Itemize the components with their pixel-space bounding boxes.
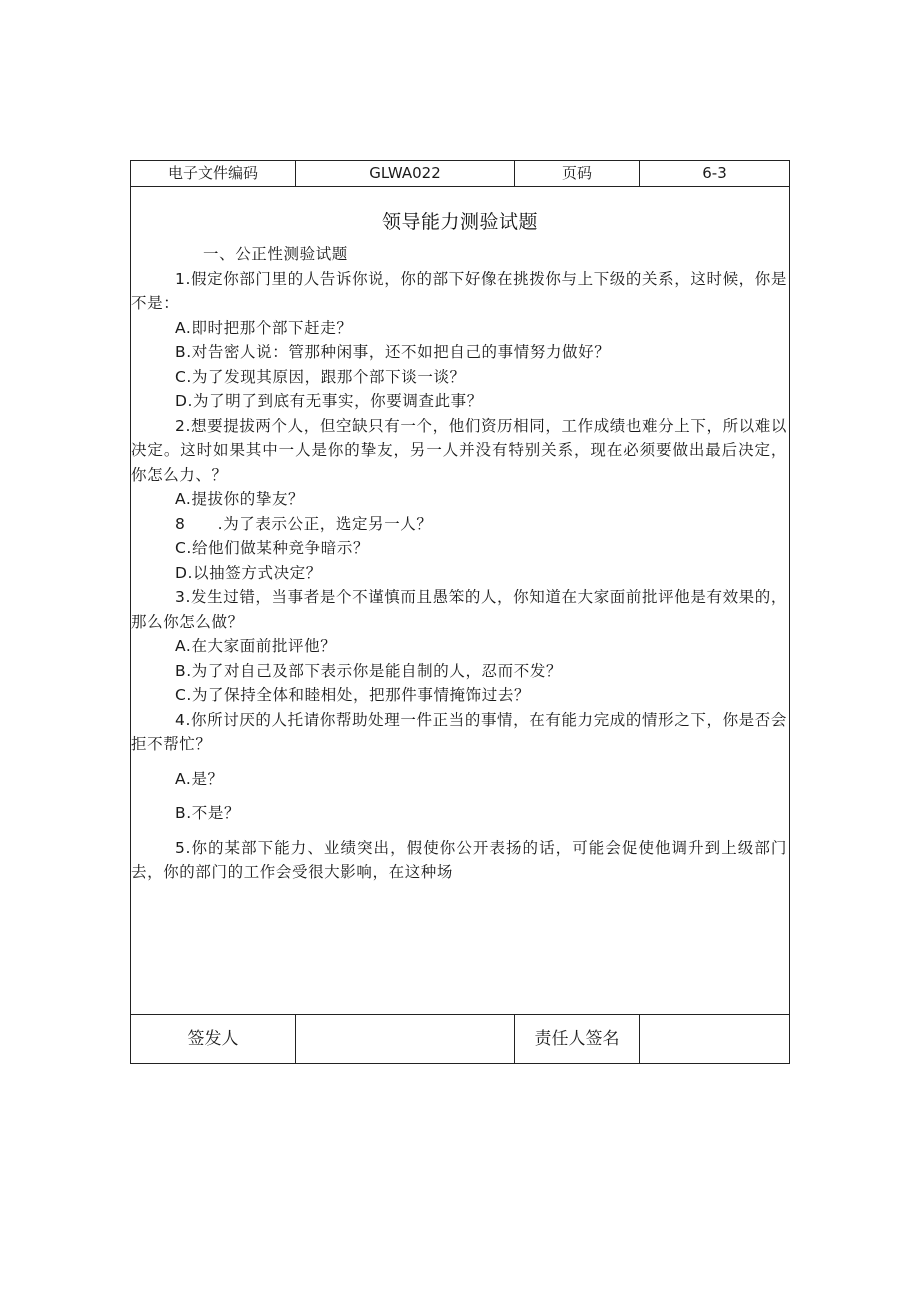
responsible-label: 责任人签名 — [534, 1029, 620, 1049]
question-4: 4.你所讨厌的人托请你帮助处理一件正当的事情，在有能力完成的情形之下，你是否会拒不帮忙？ — [131, 710, 787, 753]
question-3: 3.发生过错，当事者是个不谨慎而且愚笨的人，你知道在大家面前批评他是有效果的，那么你怎么做？ — [131, 588, 787, 631]
page-number-label: 页码 — [561, 164, 592, 182]
question-4-option-a: A.是？ — [175, 769, 224, 788]
question-2-option-d: D.以抽签方式决定？ — [175, 563, 322, 582]
file-code-label: 电子文件编码 — [167, 164, 258, 182]
question-1-option-d: D.为了明了到底有无事实，你要调查此事？ — [175, 392, 483, 410]
issuer-signature-field[interactable] — [296, 1015, 514, 1064]
signature-row — [131, 1014, 789, 1064]
page-number-value: 6-3 — [702, 164, 727, 182]
issuer-label: 签发人 — [187, 1029, 239, 1049]
question-3-option-c: C.为了保持全体和睦相处，把那件事情掩饰过去？ — [175, 686, 531, 704]
question-body — [131, 242, 789, 885]
question-2-option-a: A.提拔你的挚友？ — [175, 490, 305, 508]
question-1-option-c: C.为了发现其原因，跟那个部下谈一谈？ — [175, 367, 466, 386]
question-1: 1.假定你部门里的人告诉你说，你的部下好像在挑拨你与上下级的关系，这时候，你是不是： — [131, 269, 787, 312]
file-code-value: GLWA022 — [369, 164, 441, 182]
question-1-option-a: A.即时把那个部下赶走？ — [175, 318, 353, 337]
question-2-option-b: 8 .为了表示公正，选定另一人？ — [175, 514, 433, 533]
question-2: 2.想要提拔两个人，但空缺只有一个，他们资历相同，工作成绩也难分上下，所以难以决定。这时如果其中一人是你的挚友，另一人并没有特别关系，现在必须要做出最后决定，你怎么力、？ — [131, 416, 787, 484]
document-form — [130, 160, 790, 1064]
question-3-option-b: B.为了对自己及部下表示你是能自制的人，忍而不发？ — [175, 661, 563, 680]
question-1-option-b: B.对告密人说：管那种闲事，还不如把自己的事情努力做好？ — [175, 343, 611, 361]
question-5: 5.你的某部下能力、业绩突出，假使你公开表扬的话，可能会促使他调升到上级部门去，你的部门的工作会受很大影响，在这种场 — [131, 838, 787, 881]
question-3-option-a: A.在大家面前批评他？ — [175, 637, 337, 655]
question-4-option-b: B.不是？ — [175, 804, 241, 822]
document-title: 领导能力测验试题 — [381, 211, 538, 233]
section-heading: 一、公正性测验试题 — [203, 245, 348, 263]
question-2-option-c: C.给他们做某种竞争暗示？ — [175, 539, 370, 557]
header-row — [131, 161, 789, 187]
responsible-signature-field[interactable] — [640, 1015, 789, 1064]
